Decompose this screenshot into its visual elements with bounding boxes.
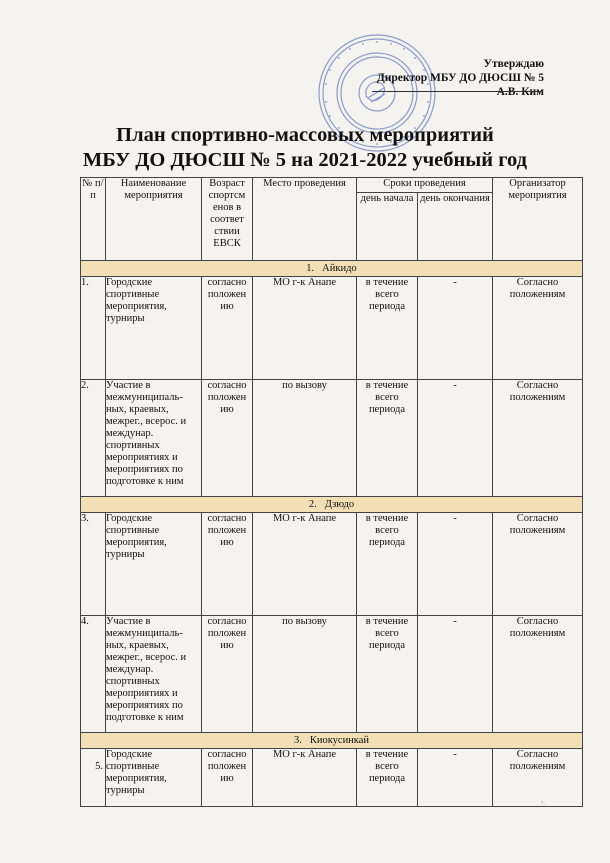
section-num: 3. <box>293 735 302 746</box>
cell-org: Согласно положениям <box>493 616 583 733</box>
events-table <box>80 177 583 807</box>
table-header-row <box>81 178 583 193</box>
section-title: Айкидо <box>322 263 357 274</box>
cell-num: 5. <box>81 749 106 807</box>
page-title-line-1: План спортивно-массовых мероприятий <box>116 124 494 146</box>
cell-age: согласно положен ию <box>202 380 253 497</box>
section-title: Киокусинкай <box>309 735 370 746</box>
table-row <box>81 513 583 616</box>
section-title: Дзюдо <box>324 499 355 510</box>
section-num: 1. <box>306 263 315 274</box>
cell-age: согласно положен ию <box>202 277 253 380</box>
header-num: № п/п <box>81 178 106 261</box>
cell-name: Участие в межмуниципаль-ных, краевых, межрег., всерос. и междунар. спортивных мероприятиях и мероприятиях по подготовке к ним <box>106 380 202 497</box>
cell-age: согласно положен ию <box>202 749 253 807</box>
cell-end: - <box>418 749 493 807</box>
cell-org: Согласно положениям <box>493 380 583 497</box>
table-row <box>81 277 583 380</box>
header-org: Организатор мероприятия <box>493 178 583 261</box>
header-age: Возраст спортсм енов в соответ ствии ЕВСК <box>202 178 253 261</box>
approval-line-1: Утверждаю <box>483 58 544 70</box>
section-num: 2. <box>308 499 317 510</box>
cell-place: МО г-к Анапе <box>253 513 357 616</box>
cell-num: 2. <box>81 380 106 497</box>
cell-end: - <box>418 616 493 733</box>
table-row <box>81 380 583 497</box>
cell-name: Участие в межмуниципаль-ных, краевых, межрег., всерос. и междунар. спортивных мероприятиях и мероприятиях по подготовке к ним <box>106 616 202 733</box>
section-row-judo <box>81 497 583 513</box>
header-name: Наименование мероприятия <box>106 178 202 261</box>
section-row-kyokushinkai <box>81 733 583 749</box>
speck-marks <box>540 800 546 806</box>
approval-block <box>377 57 544 99</box>
cell-place: МО г-к Анапе <box>253 749 357 807</box>
cell-name: Городские спортивные мероприятия, турниры <box>106 513 202 616</box>
cell-end: - <box>418 513 493 616</box>
cell-place: МО г-к Анапе <box>253 277 357 380</box>
signature-line <box>372 91 542 92</box>
cell-start: в течение всего периода <box>357 616 418 733</box>
cell-org: Согласно положениям <box>493 749 583 807</box>
cell-age: согласно положен ию <box>202 513 253 616</box>
cell-place: по вызову <box>253 616 357 733</box>
approval-line-2: Директор МБУ ДО ДЮСШ № 5 <box>376 72 544 84</box>
cell-name: Городские спортивные мероприятия, турниры <box>106 749 202 807</box>
cell-num: 1. <box>81 277 106 380</box>
cell-end: - <box>418 277 493 380</box>
cell-end: - <box>418 380 493 497</box>
cell-age: согласно положен ию <box>202 616 253 733</box>
table-row <box>81 616 583 733</box>
header-start: день начала <box>357 193 418 261</box>
cell-org: Согласно положениям <box>493 513 583 616</box>
cell-start: в течение всего периода <box>357 380 418 497</box>
cell-start: в течение всего периода <box>357 749 418 807</box>
approval-line-3: А.В. Ким <box>496 86 544 98</box>
header-dates: Сроки проведения <box>357 178 493 193</box>
section-row-aikido <box>81 261 583 277</box>
cell-start: в течение всего периода <box>357 513 418 616</box>
cell-num: 3. <box>81 513 106 616</box>
cell-num: 4. <box>81 616 106 733</box>
cell-org: Согласно положениям <box>493 277 583 380</box>
cell-place: по вызову <box>253 380 357 497</box>
header-end: день окончания <box>418 193 493 261</box>
table-row <box>81 749 583 807</box>
header-place: Место проведения <box>253 178 357 261</box>
cell-name: Городские спортивные мероприятия, турниры <box>106 277 202 380</box>
page-title-line-2: МБУ ДО ДЮСШ № 5 на 2021-2022 учебный год <box>82 149 528 171</box>
cell-start: в течение всего периода <box>357 277 418 380</box>
